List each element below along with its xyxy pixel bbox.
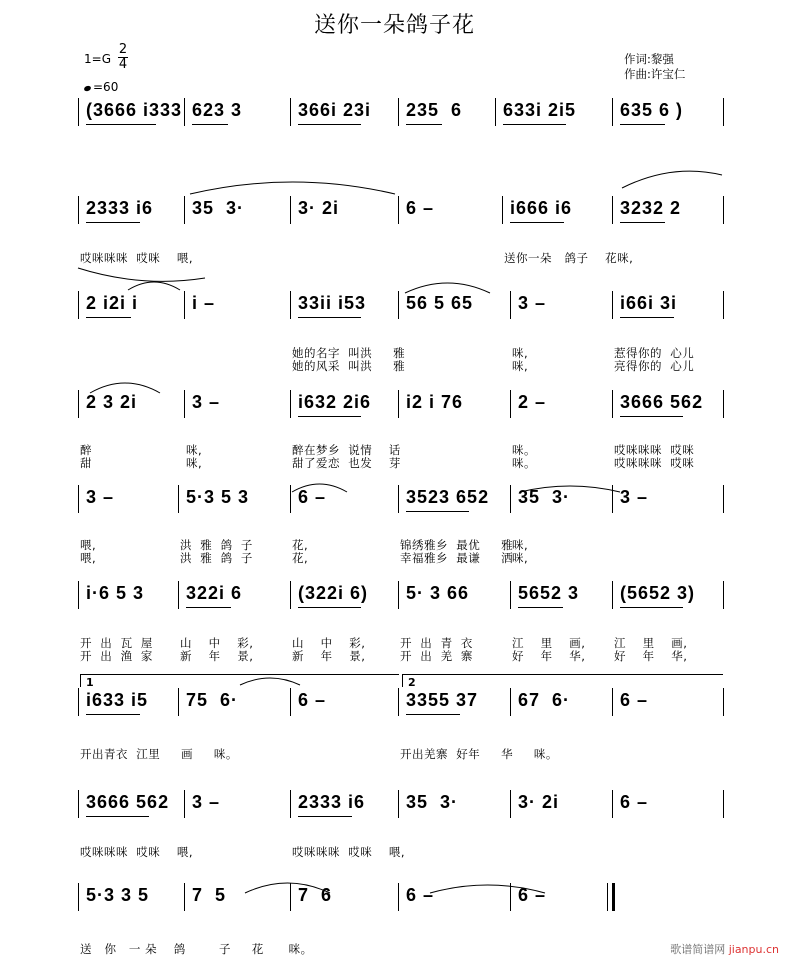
- slur-arc: [622, 171, 722, 188]
- measure-notes: 235 6: [406, 100, 463, 120]
- slur-arc: [240, 678, 300, 685]
- lyric-text: 咪。: [512, 456, 536, 470]
- measure-notes: 5652 3: [518, 583, 580, 603]
- measure-notes: i·6 5 3: [86, 583, 145, 603]
- lyric-text: 咪。: [512, 443, 536, 457]
- slur-arc: [292, 484, 347, 492]
- measure-notes: 635 6 ): [620, 100, 684, 120]
- tempo-value: =60: [93, 80, 119, 94]
- measure-notes: 3 –: [86, 487, 115, 507]
- measure-notes: 75 6·: [186, 690, 239, 710]
- lyric-text: 她的名字 叫洪 雅: [292, 346, 406, 360]
- measure-notes: 5·3 3 5: [86, 885, 150, 905]
- measure-notes: (3666 i333: [86, 100, 183, 120]
- lyric-text: 山 中 彩,: [180, 636, 254, 650]
- lyric-text: 开 出 羌 寨: [400, 649, 473, 663]
- measure-notes: 6 –: [406, 885, 435, 905]
- measure-notes: 3· 2i: [298, 198, 340, 218]
- measure-notes: 56 5 65: [406, 293, 474, 313]
- measure-notes: i2 i 76: [406, 392, 464, 412]
- measure-notes: 35 3·: [406, 792, 459, 812]
- lyric-text: 哎咪咪咪 哎咪 喂,: [80, 845, 194, 859]
- lyric-text: 喂,: [80, 551, 97, 565]
- measure-notes: 3 –: [620, 487, 649, 507]
- measure-notes: 633i 2i5: [503, 100, 577, 120]
- measure-notes: i633 i5: [86, 690, 149, 710]
- measure-notes: 6 –: [406, 198, 435, 218]
- measure-notes: 6 –: [620, 792, 649, 812]
- song-title: 送你一朵鸽子花: [313, 13, 475, 38]
- lyric-text: 哎咪咪咪 哎咪: [614, 443, 695, 457]
- measure-notes: 623 3: [192, 100, 243, 120]
- measure-notes: 3 –: [518, 293, 547, 313]
- lyric-text: 她的风采 叫洪 雅: [292, 359, 406, 373]
- lyric-text: 新 年 景,: [292, 649, 366, 663]
- slur-arc: [190, 182, 395, 194]
- lyric-text: 送 你 一 朵 鸽 子 花 咪。: [80, 942, 313, 956]
- slur-arc: [90, 383, 160, 393]
- composer: 作曲:许宝仁: [624, 67, 686, 81]
- lyric-text: 咪,: [512, 359, 529, 373]
- measure-notes: 3666 562: [620, 392, 704, 412]
- lyric-text: 咪,: [186, 456, 203, 470]
- lyric-text: 开 出 渔 家: [80, 649, 153, 663]
- volta-1-label: 1: [86, 676, 94, 689]
- measure-notes: 7 6: [298, 885, 333, 905]
- measure-notes: 3 –: [192, 792, 221, 812]
- lyric-text: 甜: [80, 456, 92, 470]
- measure-notes: 6 –: [298, 487, 327, 507]
- lyric-text: 幸福雅乡 最谦 洒: [400, 551, 514, 565]
- lyric-text: 喂,: [80, 538, 97, 552]
- slur-arc: [78, 268, 205, 281]
- slur-arc: [430, 885, 545, 893]
- lyric-text: 惹得你的 心儿: [614, 346, 695, 360]
- measure-notes: (322i 6): [298, 583, 369, 603]
- slur-arc: [245, 883, 330, 893]
- slur-arc: [128, 282, 180, 290]
- measure-notes: i666 i6: [510, 198, 573, 218]
- measure-notes: 3· 2i: [518, 792, 560, 812]
- watermark-en: jianpu.cn: [728, 943, 779, 956]
- measure-notes: 2 –: [518, 392, 547, 412]
- slur-arc: [520, 486, 620, 492]
- measure-notes: 6 –: [518, 885, 547, 905]
- measure-notes: 33ii i53: [298, 293, 367, 313]
- volta-2-label: 2: [408, 676, 416, 689]
- measure-notes: 3 –: [192, 392, 221, 412]
- lyric-text: 江 里 画,: [512, 636, 586, 650]
- watermark-cn: 歌谱简谱网: [670, 943, 726, 956]
- lyric-text: 江 里 画,: [614, 636, 688, 650]
- lyric-text: 开 出 青 衣: [400, 636, 473, 650]
- measure-notes: 5· 3 66: [406, 583, 470, 603]
- lyric-text: 咪,: [512, 346, 529, 360]
- lyric-text: 开 出 瓦 屋: [80, 636, 153, 650]
- measure-notes: i66i 3i: [620, 293, 678, 313]
- measure-notes: 5·3 5 3: [186, 487, 250, 507]
- measure-notes: 2 i2i i: [86, 293, 139, 313]
- lyric-text: 哎咪咪咪 哎咪 喂,: [80, 251, 194, 265]
- measure-notes: 67 6·: [518, 690, 571, 710]
- meter-top: 2: [118, 42, 128, 57]
- lyric-text: 山 中 彩,: [292, 636, 366, 650]
- lyricist: 作词:黎强: [624, 52, 674, 66]
- slur-arc: [405, 283, 490, 293]
- measure-notes: 2333 i6: [298, 792, 366, 812]
- measure-notes: 3355 37: [406, 690, 479, 710]
- lyric-text: 开出青衣 江里 画 咪。: [80, 747, 238, 761]
- measure-notes: 35 3·: [192, 198, 245, 218]
- lyric-text: 好 年 华,: [512, 649, 586, 663]
- lyric-text: 洪 雅 鸽 子: [180, 551, 253, 565]
- measure-notes: 2 3 2i: [86, 392, 138, 412]
- lyric-text: 哎咪咪咪 哎咪: [614, 456, 695, 470]
- measure-notes: 366i 23i: [298, 100, 372, 120]
- measure-notes: 322i 6: [186, 583, 243, 603]
- lyric-text: 哎咪咪咪 哎咪 喂,: [292, 845, 406, 859]
- measure-notes: i632 2i6: [298, 392, 372, 412]
- lyric-text: 咪,: [186, 443, 203, 457]
- lyric-text: 甜了爱恋 也发 芽: [292, 456, 401, 470]
- lyric-text: 咪,: [512, 551, 529, 565]
- lyric-text: 送你一朵 鸽子 花咪,: [504, 251, 634, 265]
- lyric-text: 亮得你的 心儿: [614, 359, 695, 373]
- measure-notes: (5652 3): [620, 583, 696, 603]
- measure-notes: 3232 2: [620, 198, 682, 218]
- key-signature: 1=G: [84, 52, 111, 66]
- lyric-text: 花,: [292, 538, 309, 552]
- meter-bottom: 4: [118, 57, 128, 72]
- measure-notes: i –: [192, 293, 216, 313]
- lyric-text: 咪,: [512, 538, 529, 552]
- measure-notes: 35 3·: [518, 487, 571, 507]
- measure-notes: 2333 i6: [86, 198, 154, 218]
- lyric-text: 好 年 华,: [614, 649, 688, 663]
- measure-notes: 6 –: [298, 690, 327, 710]
- lyric-text: 醉: [80, 443, 92, 457]
- lyric-text: 开出羌寨 好年 华 咪。: [400, 747, 558, 761]
- lyric-text: 锦绣雅乡 最优 雅: [400, 538, 514, 552]
- measure-notes: 3523 652: [406, 487, 490, 507]
- measure-notes: 7 5: [192, 885, 227, 905]
- lyric-text: 洪 雅 鸽 子: [180, 538, 253, 552]
- measure-notes: 3666 562: [86, 792, 170, 812]
- lyric-text: 新 年 景,: [180, 649, 254, 663]
- lyric-text: 花,: [292, 551, 309, 565]
- lyric-text: 醉在梦乡 说情 话: [292, 443, 401, 457]
- measure-notes: 6 –: [620, 690, 649, 710]
